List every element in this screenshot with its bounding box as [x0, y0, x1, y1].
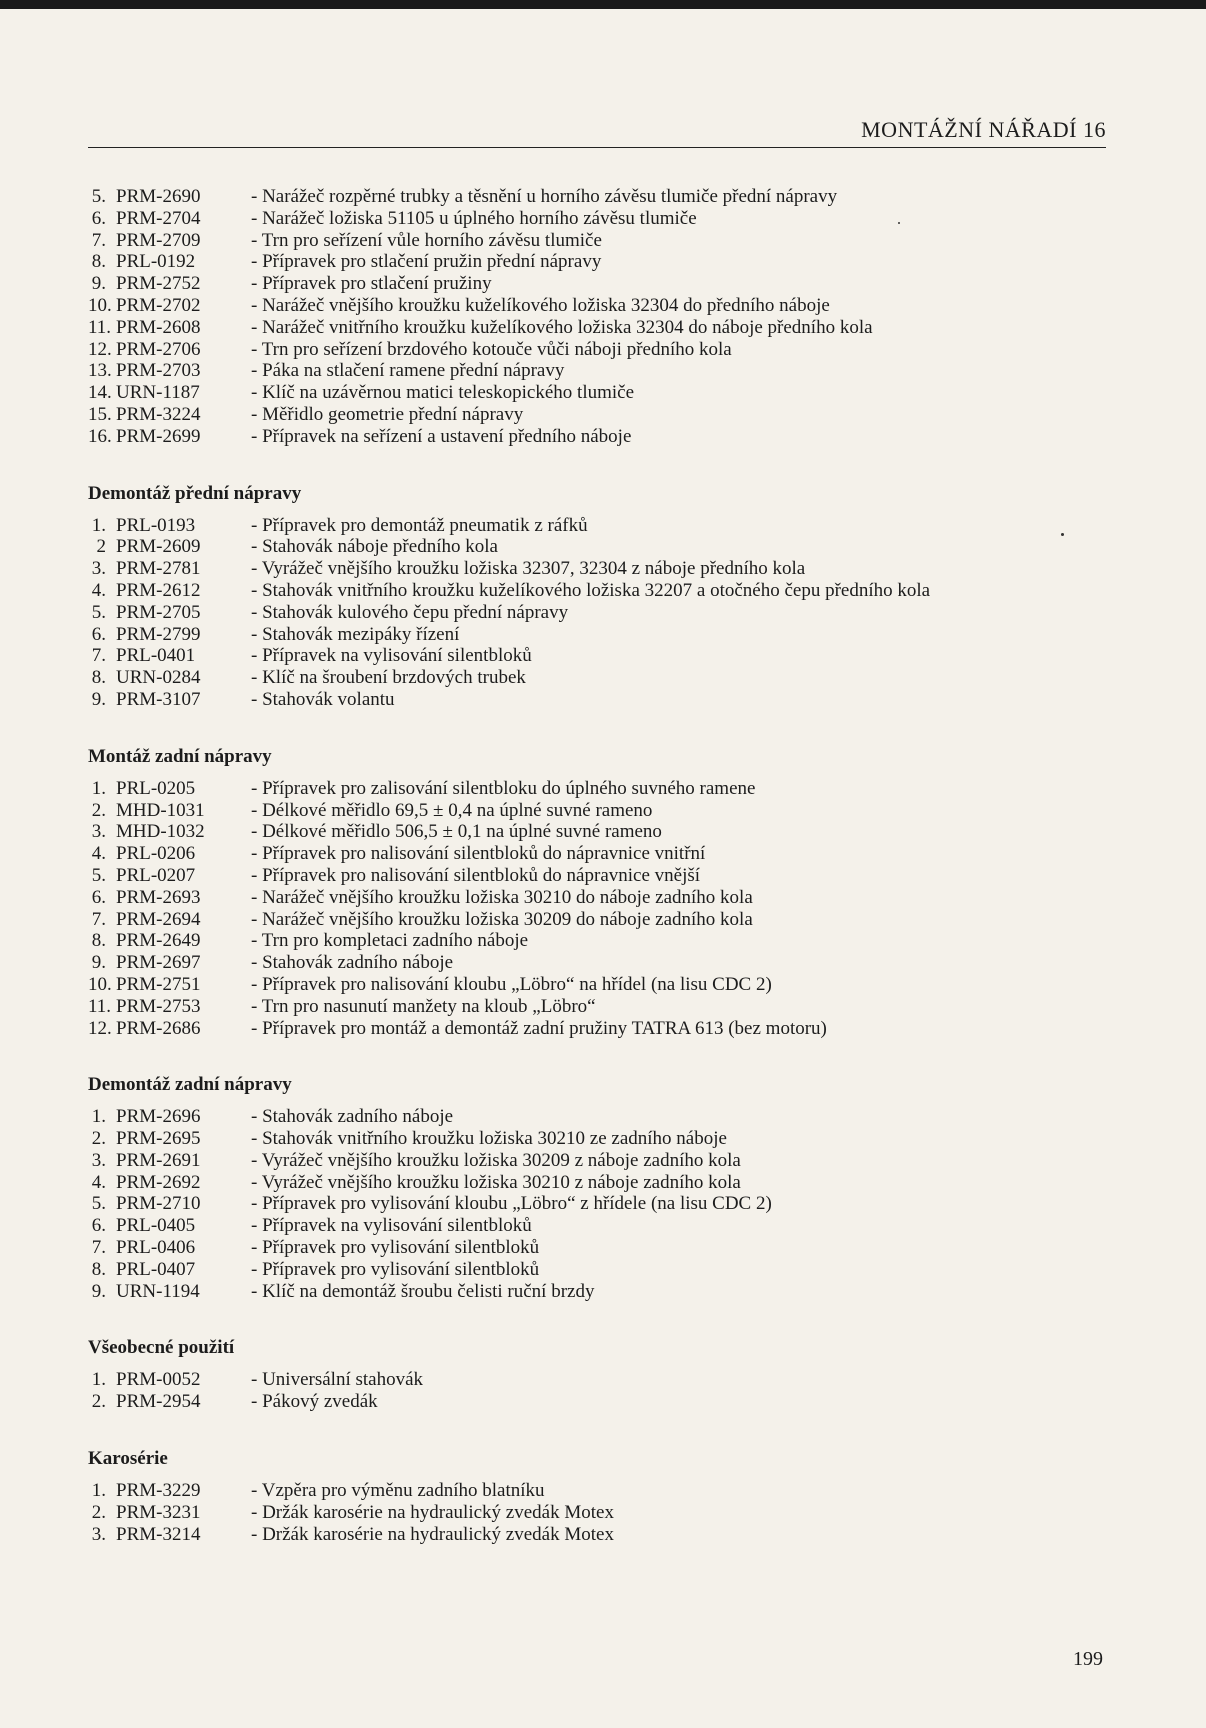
tool-description: - Vzpěra pro výměnu zadního blatníku — [251, 1480, 545, 1502]
section-heading: Demontáž zadní nápravy — [88, 1074, 292, 1096]
tool-code: PRL-0405 — [116, 1215, 196, 1237]
section-front-axle-assembly-continued — [88, 186, 1128, 448]
item-number: 2. — [91, 1501, 106, 1523]
list-item — [88, 1193, 1128, 1215]
scan-speck — [898, 222, 900, 224]
list-item — [88, 1172, 1128, 1194]
list-item — [88, 1502, 1128, 1524]
list-item — [88, 624, 1128, 646]
list-item — [88, 996, 1128, 1018]
section-bodywork — [88, 1447, 1128, 1545]
tool-description: - Narážeč ložiska 51105 u úplného horního závěsu tlumiče — [251, 207, 697, 229]
scan-top-edge — [0, 0, 1206, 9]
item-number: 2 — [96, 536, 106, 558]
tool-description: - Přípravek pro demontáž pneumatik z ráfků — [251, 514, 588, 536]
item-number: 11. — [88, 316, 112, 338]
tool-code: PRM-2706 — [116, 338, 201, 360]
item-number: 5. — [91, 1193, 106, 1215]
tool-code: PRM-3107 — [116, 688, 201, 710]
item-number: 10. — [88, 973, 112, 995]
tool-description: - Přípravek na seřízení a ustavení předního náboje — [251, 425, 632, 447]
tool-description: - Přípravek pro vylisování silentbloků — [251, 1237, 540, 1259]
list-item — [88, 186, 1128, 208]
list-item — [88, 689, 1128, 711]
item-list — [88, 515, 1128, 711]
item-number: 1. — [91, 514, 106, 536]
tool-description: - Přípravek pro vylisování silentbloků — [251, 1258, 540, 1280]
list-item — [88, 1281, 1128, 1303]
list-item — [88, 208, 1128, 230]
item-number: 9. — [91, 1280, 106, 1302]
tool-code: PRL-0401 — [116, 645, 196, 667]
tool-code: PRM-2693 — [116, 886, 201, 908]
item-list — [88, 778, 1128, 1040]
tool-code: PRM-2709 — [116, 229, 201, 251]
tool-code: URN-1194 — [116, 1280, 200, 1302]
tool-description: - Držák karosérie na hydraulický zvedák Motex — [251, 1523, 614, 1545]
item-number: 12. — [88, 1017, 112, 1039]
item-number: 1. — [91, 1480, 106, 1502]
item-number: 7. — [91, 229, 106, 251]
item-number: 7. — [91, 1237, 106, 1259]
list-item — [88, 382, 1128, 404]
item-list — [88, 1369, 1128, 1413]
tool-code: PRM-2752 — [116, 273, 201, 295]
item-number: 4. — [91, 579, 106, 601]
tool-description: - Universální stahovák — [251, 1369, 424, 1391]
item-number: 2. — [91, 1128, 106, 1150]
list-item — [88, 426, 1128, 448]
item-number: 8. — [91, 930, 106, 952]
list-item — [88, 404, 1128, 426]
list-item — [88, 909, 1128, 931]
tool-description: - Stahovák zadního náboje — [251, 952, 454, 974]
tool-code: PRM-2649 — [116, 930, 201, 952]
tool-description: - Stahovák zadního náboje — [251, 1106, 454, 1128]
tool-description: - Stahovák vnitřního kroužku kuželíkového ložiska 32207 a otočného čepu předního kola — [251, 579, 931, 601]
tool-description: - Přípravek pro nalisování kloubu „Löbro“ na hřídel (na lisu CDC 2) — [251, 973, 772, 995]
tool-code: PRL-0205 — [116, 777, 196, 799]
tool-code: PRL-0207 — [116, 864, 196, 886]
item-number: 5. — [91, 864, 106, 886]
tool-description: - Měřidlo geometrie přední nápravy — [251, 403, 524, 425]
tool-code: MHD-1032 — [116, 821, 205, 843]
list-item — [88, 536, 1128, 558]
list-item — [88, 930, 1128, 952]
tool-code: PRM-2696 — [116, 1106, 201, 1128]
tool-description: - Narážeč vnějšího kroužku kuželíkového ložiska 32304 do předního náboje — [251, 294, 830, 316]
item-number: 8. — [91, 667, 106, 689]
tool-description: - Stahovák mezipáky řízení — [251, 623, 460, 645]
list-item — [88, 865, 1128, 887]
list-item — [88, 843, 1128, 865]
tool-description: - Přípravek na vylisování silentbloků — [251, 645, 532, 667]
tool-description: - Klíč na šroubení brzdových trubek — [251, 667, 526, 689]
tool-description: - Vyrážeč vnějšího kroužku ložiska 30210 z náboje zadního kola — [251, 1171, 741, 1193]
tool-code: URN-1187 — [116, 382, 200, 404]
item-number: 6. — [91, 886, 106, 908]
tool-code: PRM-2954 — [116, 1391, 201, 1413]
section-heading: Karosérie — [88, 1448, 168, 1470]
tool-description: - Přípravek pro zalisování silentbloku do úplného suvného ramene — [251, 777, 756, 799]
tool-description: - Stahovák kulového čepu přední nápravy — [251, 601, 569, 623]
item-list — [88, 186, 1128, 448]
list-item — [88, 821, 1128, 843]
tool-description: - Klíč na demontáž šroubu čelisti ruční brzdy — [251, 1280, 595, 1302]
tool-description: - Stahovák náboje předního kola — [251, 536, 498, 558]
item-number: 13. — [88, 360, 112, 382]
list-item — [88, 317, 1128, 339]
tool-description: - Vyrážeč vnějšího kroužku ložiska 30209 z náboje zadního kola — [251, 1149, 741, 1171]
tool-code: PRM-2799 — [116, 623, 201, 645]
list-item — [88, 1524, 1128, 1546]
tool-code: PRL-0193 — [116, 514, 196, 536]
tool-code: PRM-2704 — [116, 207, 201, 229]
item-number: 9. — [91, 952, 106, 974]
item-number: 4. — [91, 1171, 106, 1193]
item-number: 5. — [91, 601, 106, 623]
tool-description: - Klíč na uzávěrnou matici teleskopického tlumiče — [251, 382, 635, 404]
list-item — [88, 580, 1128, 602]
list-item — [88, 251, 1128, 273]
page-header — [88, 117, 1106, 148]
tool-code: PRL-0206 — [116, 843, 196, 865]
list-item — [88, 974, 1128, 996]
section-general-use — [88, 1336, 1128, 1413]
list-item — [88, 1150, 1128, 1172]
item-number: 1. — [91, 1369, 106, 1391]
tool-code: PRM-2691 — [116, 1149, 201, 1171]
list-item — [88, 1106, 1128, 1128]
list-item — [88, 800, 1128, 822]
tool-code: PRM-2609 — [116, 536, 201, 558]
tool-code: PRM-2705 — [116, 601, 201, 623]
tool-description: - Přípravek pro vylisování kloubu „Löbro“ z hřídele (na lisu CDC 2) — [251, 1193, 772, 1215]
tool-description: - Narážeč vnitřního kroužku kuželíkového ložiska 32304 do náboje předního kola — [251, 316, 873, 338]
tool-description: - Přípravek pro montáž a demontáž zadní pružiny TATRA 613 (bez motoru) — [251, 1017, 827, 1039]
item-number: 12. — [88, 338, 112, 360]
tool-description: - Přípravek pro nalisování silentbloků do nápravnice vnější — [251, 864, 701, 886]
list-item — [88, 1237, 1128, 1259]
tool-description: - Držák karosérie na hydraulický zvedák Motex — [251, 1501, 614, 1523]
list-item — [88, 1391, 1128, 1413]
scan-speck — [1061, 533, 1064, 536]
tool-description: - Délkové měřidlo 506,5 ± 0,1 na úplné suvné rameno — [251, 821, 662, 843]
tool-description: - Narážeč rozpěrné trubky a těsnění u horního závěsu tlumiče přední nápravy — [251, 186, 838, 207]
list-item — [88, 1259, 1128, 1281]
item-number: 1. — [91, 1106, 106, 1128]
tool-description: - Přípravek pro stlačení pružiny — [251, 273, 492, 295]
tool-description: - Přípravek pro nalisování silentbloků do nápravnice vnitřní — [251, 843, 706, 865]
item-number: 4. — [91, 843, 106, 865]
tool-description: - Délkové měřidlo 69,5 ± 0,4 na úplné suvné rameno — [251, 799, 653, 821]
tool-code: PRL-0192 — [116, 251, 196, 273]
section-front-axle-disassembly — [88, 482, 1128, 711]
header-title: MONTÁŽNÍ NÁŘADÍ 16 — [861, 117, 1106, 142]
item-number: 6. — [91, 623, 106, 645]
tool-code: PRM-2753 — [116, 995, 201, 1017]
tool-code: PRM-2612 — [116, 579, 201, 601]
item-number: 15. — [88, 403, 112, 425]
item-number: 10. — [88, 294, 112, 316]
list-item — [88, 887, 1128, 909]
list-item — [88, 602, 1128, 624]
tool-code: PRM-2608 — [116, 316, 201, 338]
list-item — [88, 1018, 1128, 1040]
list-item — [88, 1128, 1128, 1150]
section-rear-axle-assembly — [88, 745, 1128, 1040]
tool-description: - Trn pro seřízení brzdového kotouče vůči náboji předního kola — [251, 338, 732, 360]
item-number: 7. — [91, 645, 106, 667]
list-item — [88, 1369, 1128, 1391]
tool-code: PRM-2690 — [116, 186, 201, 207]
section-heading: Všeobecné použití — [88, 1337, 235, 1359]
tool-code: PRM-3231 — [116, 1501, 201, 1523]
list-item — [88, 273, 1128, 295]
tool-code: PRM-2699 — [116, 425, 201, 447]
section-rear-axle-disassembly — [88, 1073, 1128, 1302]
list-item — [88, 645, 1128, 667]
list-item — [88, 778, 1128, 800]
list-item — [88, 515, 1128, 537]
section-heading: Montáž zadní nápravy — [88, 745, 272, 767]
list-item — [88, 1215, 1128, 1237]
tool-code: PRM-2694 — [116, 908, 201, 930]
tool-description: - Trn pro nasunutí manžety na kloub „Löbro“ — [251, 995, 596, 1017]
item-number: 2. — [91, 1391, 106, 1413]
item-number: 3. — [91, 821, 106, 843]
list-item — [88, 360, 1128, 382]
tool-code: URN-0284 — [116, 667, 201, 689]
section-heading: Demontáž přední nápravy — [88, 482, 302, 504]
item-number: 14. — [88, 382, 112, 404]
item-list — [88, 1106, 1128, 1302]
tool-list — [88, 186, 1128, 1545]
tool-description: - Pákový zvedák — [251, 1391, 378, 1413]
tool-description: - Přípravek pro stlačení pružin přední nápravy — [251, 251, 602, 273]
tool-code: PRM-2703 — [116, 360, 201, 382]
tool-code: PRL-0406 — [116, 1237, 196, 1259]
tool-description: - Trn pro kompletaci zadního náboje — [251, 930, 529, 952]
tool-description: - Narážeč vnějšího kroužku ložiska 30210 do náboje zadního kola — [251, 886, 753, 908]
tool-code: PRL-0407 — [116, 1258, 196, 1280]
list-item — [88, 339, 1128, 361]
tool-description: - Trn pro seřízení vůle horního závěsu tlumiče — [251, 229, 602, 251]
tool-code: PRM-3229 — [116, 1480, 201, 1502]
tool-code: PRM-0052 — [116, 1369, 201, 1391]
tool-description: - Páka na stlačení ramene přední nápravy — [251, 360, 565, 382]
tool-code: PRM-2702 — [116, 294, 201, 316]
list-item — [88, 295, 1128, 317]
page-number: 199 — [1073, 1648, 1103, 1670]
tool-description: - Vyrážeč vnějšího kroužku ložiska 32307, 32304 z náboje předního kola — [251, 558, 806, 580]
item-number: 11. — [88, 995, 112, 1017]
item-number: 8. — [91, 1258, 106, 1280]
tool-description: - Stahovák vnitřního kroužku ložiska 30210 ze zadního náboje — [251, 1128, 727, 1150]
tool-code: PRM-3214 — [116, 1523, 201, 1545]
tool-code: PRM-3224 — [116, 403, 201, 425]
tool-description: - Narážeč vnějšího kroužku ložiska 30209 do náboje zadního kola — [251, 908, 753, 930]
item-number: 6. — [91, 1215, 106, 1237]
tool-code: PRM-2781 — [116, 558, 201, 580]
tool-code: PRM-2751 — [116, 973, 201, 995]
list-item — [88, 558, 1128, 580]
tool-code: PRM-2697 — [116, 952, 201, 974]
item-list — [88, 1480, 1128, 1545]
item-number: 16. — [88, 425, 112, 447]
tool-code: PRM-2686 — [116, 1017, 201, 1039]
list-item — [88, 1480, 1128, 1502]
tool-description: - Stahovák volantu — [251, 688, 395, 710]
item-number: 7. — [91, 908, 106, 930]
tool-code: PRM-2695 — [116, 1128, 201, 1150]
item-number: 6. — [91, 207, 106, 229]
list-item — [88, 952, 1128, 974]
item-number: 1. — [91, 777, 106, 799]
item-number: 9. — [91, 273, 106, 295]
list-item — [88, 230, 1128, 252]
item-number: 8. — [91, 251, 106, 273]
tool-code: PRM-2692 — [116, 1171, 201, 1193]
tool-code: PRM-2710 — [116, 1193, 201, 1215]
item-number: 5. — [91, 186, 106, 207]
item-number: 9. — [91, 688, 106, 710]
tool-description: - Přípravek na vylisování silentbloků — [251, 1215, 532, 1237]
item-number: 2. — [91, 799, 106, 821]
item-number: 3. — [91, 1149, 106, 1171]
item-number: 3. — [91, 558, 106, 580]
tool-code: MHD-1031 — [116, 799, 205, 821]
list-item — [88, 667, 1128, 689]
item-number: 3. — [91, 1523, 106, 1545]
